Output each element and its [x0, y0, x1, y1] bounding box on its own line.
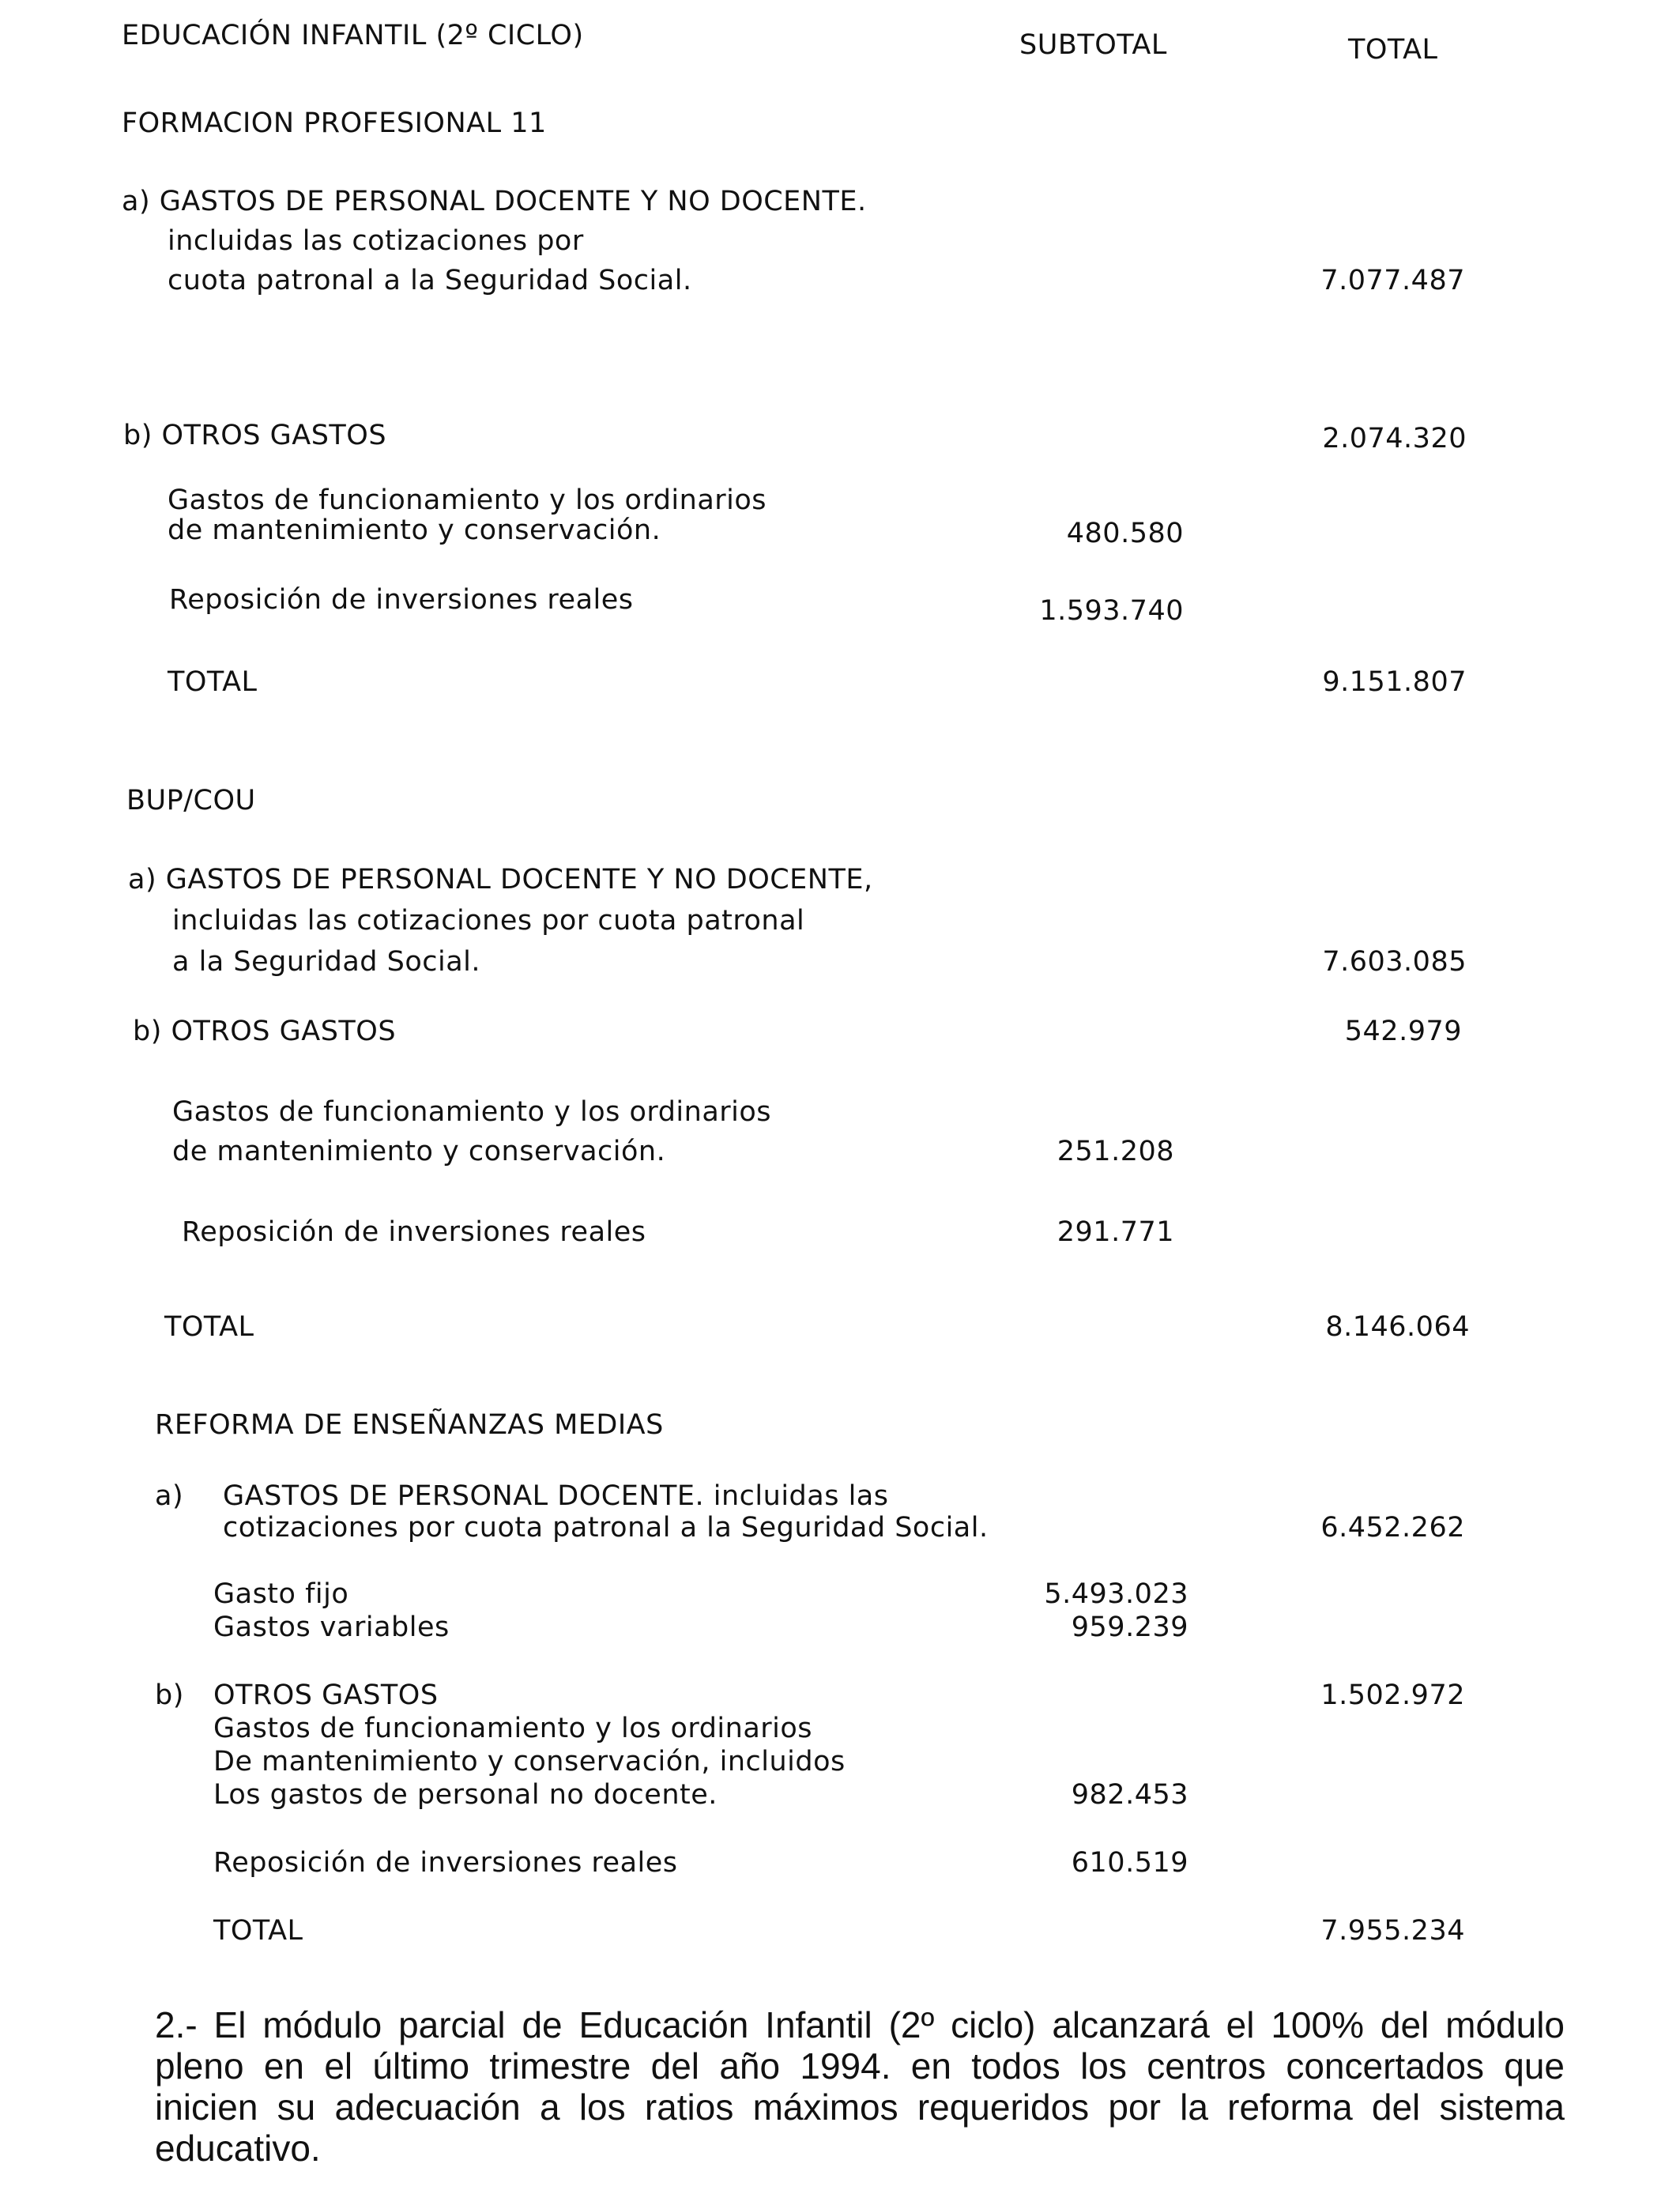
paragraph-line-3: inicien su adecuación a los ratios máximos requeridos por la reforma del sistema [155, 2087, 1565, 2128]
fp-func-line1: Gastos de funcionamiento y los ordinarios [168, 484, 767, 516]
paragraph-line-1: 2.- El módulo parcial de Educación Infantil (2º ciclo) alcanzará el 100% del módulo [155, 2004, 1565, 2045]
fp-a-total: 7.077.487 [1320, 265, 1465, 296]
rem-var-label: Gastos variables [213, 1612, 450, 1643]
rem-fijo-subtotal: 5.493.023 [1044, 1578, 1188, 1610]
fp-b-label: b) OTROS GASTOS [123, 420, 387, 451]
bup-func-line2: de mantenimiento y conservación. [172, 1136, 666, 1167]
column-header-subtotal: SUBTOTAL [1019, 29, 1167, 61]
rem-a-marker: a) [155, 1480, 184, 1512]
rem-func-line3: Los gastos de personal no docente. [213, 1779, 718, 1811]
closing-paragraph [155, 2004, 1565, 2169]
bup-repo-label: Reposición de inversiones reales [182, 1216, 646, 1248]
fp-repo-subtotal: 1.593.740 [1039, 595, 1184, 627]
bup-a-line3: a la Seguridad Social. [172, 946, 481, 978]
rem-func-line1: Gastos de funcionamiento y los ordinarios [213, 1713, 813, 1744]
fp-a-line2: incluidas las cotizaciones por [168, 225, 584, 257]
rem-a-line1: GASTOS DE PERSONAL DOCENTE. incluidas las [223, 1480, 889, 1512]
fp-a-line1: a) GASTOS DE PERSONAL DOCENTE Y NO DOCENTE. [122, 186, 867, 217]
paragraph-line-2: pleno en el último trimestre del año 1994. en todos los centros concertados que [155, 2045, 1565, 2087]
rem-b-total: 1.502.972 [1320, 1679, 1465, 1711]
bup-a-total: 7.603.085 [1322, 946, 1467, 978]
bup-total-value: 8.146.064 [1325, 1311, 1470, 1343]
rem-a-total: 6.452.262 [1320, 1512, 1465, 1544]
rem-func-line2: De mantenimiento y conservación, incluidos [213, 1746, 846, 1777]
bup-b-label: b) OTROS GASTOS [133, 1016, 397, 1047]
fp-section-title: FORMACION PROFESIONAL 11 [122, 107, 547, 139]
bup-repo-subtotal: 291.771 [1057, 1216, 1174, 1248]
bup-b-total: 542.979 [1344, 1016, 1462, 1047]
section-title: EDUCACIÓN INFANTIL (2º CICLO) [122, 20, 584, 51]
rem-fijo-label: Gasto fijo [213, 1578, 349, 1610]
fp-a-line3: cuota patronal a la Seguridad Social. [168, 265, 692, 296]
fp-func-subtotal: 480.580 [1066, 518, 1184, 549]
rem-repo-subtotal: 610.519 [1071, 1847, 1188, 1879]
bup-total-label: TOTAL [164, 1311, 254, 1343]
fp-func-line2: de mantenimiento y conservación. [168, 515, 661, 546]
rem-b-label: OTROS GASTOS [213, 1679, 439, 1711]
bup-a-line2: incluidas las cotizaciones por cuota patronal [172, 905, 805, 937]
rem-total-value: 7.955.234 [1320, 1915, 1465, 1947]
rem-var-subtotal: 959.239 [1071, 1612, 1188, 1643]
rem-section-title: REFORMA DE ENSEÑANZAS MEDIAS [155, 1409, 664, 1441]
rem-b-marker: b) [155, 1679, 184, 1711]
rem-a-line2: cotizaciones por cuota patronal a la Seguridad Social. [223, 1512, 989, 1544]
rem-total-label: TOTAL [213, 1915, 303, 1947]
fp-repo-label: Reposición de inversiones reales [169, 584, 634, 616]
fp-total-label: TOTAL [168, 666, 258, 698]
column-header-total: TOTAL [1348, 34, 1438, 66]
bup-func-line1: Gastos de funcionamiento y los ordinarios [172, 1096, 772, 1128]
bup-section-title: BUP/COU [126, 785, 256, 816]
paragraph-line-4: educativo. [155, 2128, 321, 2169]
bup-a-line1: a) GASTOS DE PERSONAL DOCENTE Y NO DOCENTE, [128, 864, 873, 895]
rem-repo-label: Reposición de inversiones reales [213, 1847, 678, 1879]
bup-func-subtotal: 251.208 [1057, 1136, 1174, 1167]
fp-b-total: 2.074.320 [1322, 423, 1467, 454]
rem-func-subtotal: 982.453 [1071, 1779, 1188, 1811]
fp-total-value: 9.151.807 [1322, 666, 1467, 698]
